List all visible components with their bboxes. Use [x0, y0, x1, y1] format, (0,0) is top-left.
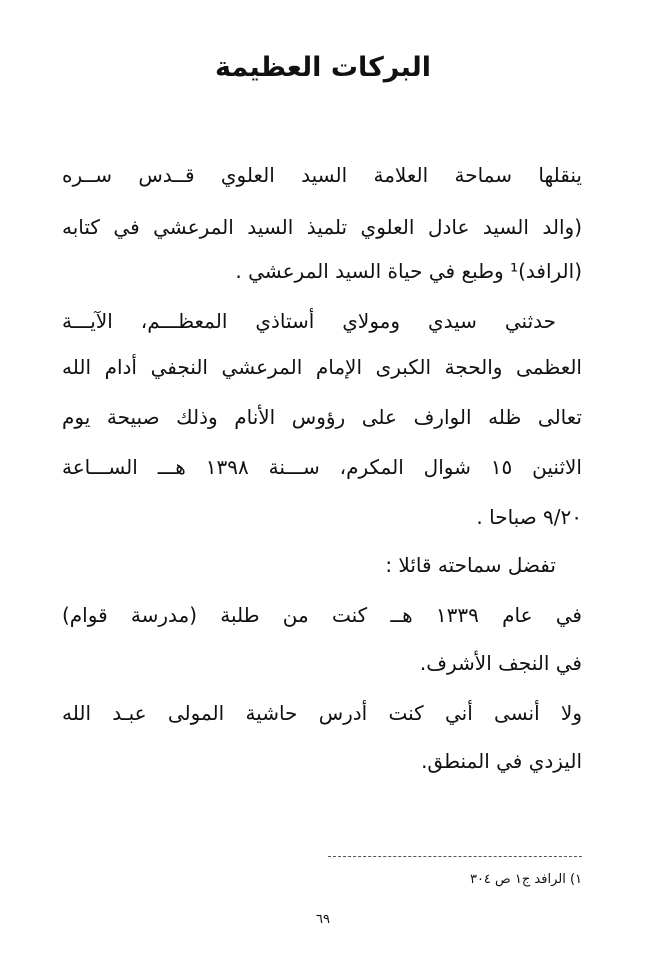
page-title: البركات العظيمة [214, 52, 431, 83]
body-line-8: ٩/٢٠ صباحا . [476, 505, 582, 529]
body-line-5: العظمى والحجة الكبرى الإمام المرعشي النجفي أدام الله [62, 355, 582, 379]
body-line-6: تعالى ظله الوارف على رؤوس الأنام وذلك صبيحة يوم [62, 405, 582, 429]
body-line-2: (والد السيد عادل العلوي تلميذ السيد المرعشي في كتابه [62, 215, 582, 239]
body-line-9: تفضل سماحته قائلا : [385, 553, 556, 577]
body-line-12: ولا أنسى أني كنت أدرس حاشية المولى عبـد الله [62, 701, 582, 725]
body-line-1: ينقلها سماحة العلامة السيد العلوي قــدس ســره [62, 163, 582, 187]
footnote: ١) الرافد ج١ ص ٣٠٤ [469, 872, 582, 887]
body-line-13: اليزدي في المنطق. [421, 749, 582, 773]
body-line-7: الاثنين ١٥ شوال المكرم، ســـنة ١٣٩٨ هـــ الســـاعة [62, 455, 582, 479]
body-line-3: (الرافد)¹ وطبع في حياة السيد المرعشي . [235, 259, 582, 283]
page-number: ٦٩ [316, 912, 330, 927]
body-line-10: في عام ١٣٣٩ هــ كنت من طلبة (مدرسة قوام) [62, 603, 582, 627]
body-line-4: حدثني سيدي ومولاي أستاذي المعظـــم، الآيـــة [62, 309, 556, 333]
body-line-11: في النجف الأشرف. [419, 651, 582, 675]
footnote-separator [328, 856, 582, 857]
